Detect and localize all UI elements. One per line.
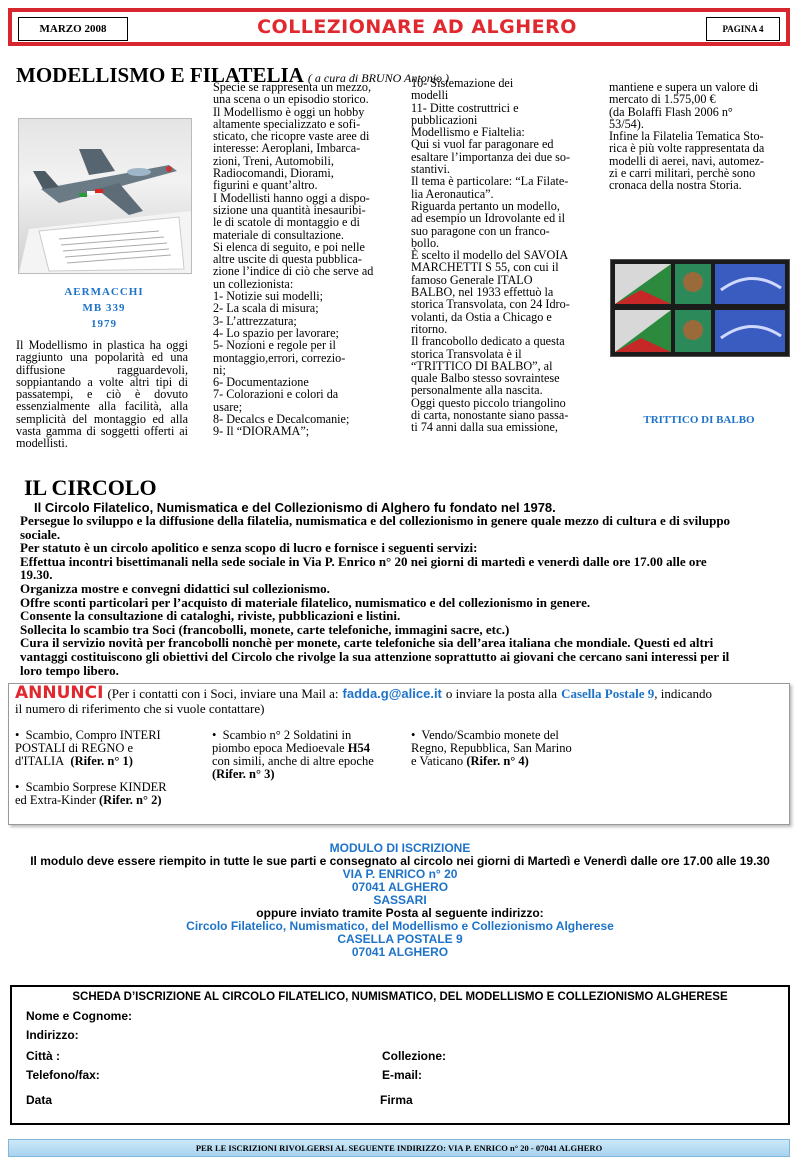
text-line: Cura il servizio novità per francobolli nonchè per monete, carte telefoniche sia dell’area italiana che mondiale. Questi ed altri <box>20 635 714 651</box>
text-line: bollo. <box>411 235 440 250</box>
city-field[interactable] <box>82 1049 372 1063</box>
city-field-label: Città : <box>26 1049 60 1063</box>
phone-field[interactable] <box>112 1068 372 1082</box>
text-line: un collezionista: <box>213 276 294 291</box>
text-line: famoso Generale ITALO <box>411 272 533 287</box>
modulo-city: 07041 ALGHERO <box>351 945 449 959</box>
item-ref: (Rifer. n° 3) <box>212 767 275 781</box>
circolo-body <box>20 514 790 677</box>
text-line: pubblicazioni <box>411 112 478 127</box>
text-line: Infine la Filatelia Tematica Sto- <box>609 129 764 144</box>
article-author: ( a cura di BRUNO Antonio ) <box>307 71 450 85</box>
issue-date: MARZO 2008 <box>18 17 128 41</box>
modulo-address: VIA P. ENRICO n° 20 <box>342 867 458 881</box>
email-field-label: E-mail: <box>382 1068 423 1082</box>
photo-caption <box>18 284 190 332</box>
text-line: una scena o un episodio storico. <box>213 92 369 107</box>
text-line: Specie se rappresenta un mezzo, <box>213 80 372 94</box>
text-line: 9- Il “DIORAMA”; <box>213 424 310 439</box>
annunci-header <box>15 683 783 716</box>
text-line: lia Aeronautica”. <box>411 186 494 201</box>
text-line: (da Bolaffi Flash 2006 n° <box>609 104 733 119</box>
article-column-3 <box>411 77 591 434</box>
page-footer: PER LE ISCRIZIONI RIVOLGERSI AL SEGUENTE INDIRIZZO: VIA P. ENRICO n° 20 - 07041 ALGHERO <box>8 1139 790 1157</box>
balbo-stamps-image <box>610 259 790 357</box>
date-field[interactable] <box>62 1093 362 1107</box>
modulo-title: MODULO DI ISCRIZIONE <box>329 841 471 855</box>
text-line: 8- Decalcs e Decalcomanie; <box>213 412 350 427</box>
annunci-intro: (Per i contatti con i Soci, inviare una Mail a: <box>107 686 339 701</box>
item-ref: (Rifer. n° 4) <box>466 754 529 768</box>
text-line: Sollecita lo scambio tra Soci (francobolli, monete, carte telefoniche, immagini sacre, etc.) <box>20 621 510 637</box>
text-line: figurini e quant’altro. <box>213 178 318 193</box>
text-line: 53/54). <box>609 116 644 131</box>
text-line: storica Transvolata è il <box>411 346 522 361</box>
text-line: altre uscite di questa pubblica- <box>213 252 362 267</box>
annuncio-item <box>15 781 210 807</box>
text-line: mercato di 1.575,00 € <box>609 92 716 107</box>
text-line: rica è più volte rappresentata da <box>609 141 765 156</box>
text-line: Organizza mostre e convegni didattici sul collezionismo. <box>20 580 330 596</box>
annuncio-item <box>212 729 407 781</box>
collection-field-label: Collezione: <box>382 1049 447 1063</box>
text-line: storica Transvolata, con 24 Idro- <box>411 297 570 312</box>
item-text: e Vaticano <box>411 754 464 768</box>
item-text: d'ITALIA <box>15 754 65 768</box>
text-line: sociale. <box>20 526 61 542</box>
text-line: volanti, da Ostia a Chicago e <box>411 309 552 324</box>
bullet: • <box>411 728 416 742</box>
text-line: zioni, Treni, Automobili, <box>213 153 334 168</box>
name-field-label: Nome e Cognome: <box>26 1009 133 1023</box>
annuncio-item <box>15 729 210 768</box>
text-line: interesse: Aeroplani, Imbarca- <box>213 141 361 156</box>
item-text: Scambio Sorprese KINDER <box>25 780 167 794</box>
text-line: quale Balbo stesso sovraintese <box>411 371 560 386</box>
name-field[interactable] <box>144 1009 764 1023</box>
item-text: piombo epoca Medioevale <box>212 741 345 755</box>
annunci-intro: o inviare la posta alla <box>445 686 558 701</box>
phone-field-label: Telefono/fax: <box>26 1068 100 1082</box>
text-line: 2- La scala di misura; <box>213 301 319 316</box>
item-text: Scambio n° 2 Soldatini in <box>222 728 352 742</box>
caption-line: MB 339 <box>82 302 126 314</box>
article-column-4 <box>609 81 789 192</box>
article-column-2 <box>213 81 393 438</box>
article-column-1 <box>16 339 188 450</box>
item-text: Scambio, Compro INTERI <box>25 728 161 742</box>
page-header <box>8 8 790 46</box>
page-number: PAGINA 4 <box>706 17 780 41</box>
text-line: zione l’indice di ciò che serve ad <box>213 264 374 279</box>
text-line: Offre sconti particolari per l’acquisto di materiale filatelico, numismatico e del collezionismo in genere. <box>20 594 591 610</box>
text-line: ad esempio un Idrovolante ed il <box>411 211 565 226</box>
text-line: 4- Lo spazio per lavorare; <box>213 325 339 340</box>
text-line: È scelto il modello del SAVOIA <box>411 248 569 263</box>
text-line: “TRITTICO DI BALBO”, al <box>411 358 553 373</box>
text-line: 11- Ditte costruttrici e <box>411 100 519 115</box>
text-line: Qui si vuol far paragonare ed <box>411 137 554 152</box>
casella-postale: Casella Postale 9 <box>561 686 655 701</box>
bullet: • <box>15 728 20 742</box>
text-line: Per statuto è un circolo apolitico e senza scopo di lucro e fornisce i seguenti servizi: <box>20 540 478 556</box>
text-line: 7- Colorazioni e colori da <box>213 387 339 402</box>
text-line: mantiene e supera un valore di <box>609 80 759 94</box>
modulo-org: Circolo Filatelico, Numismatico, del Modellismo e Collezionismo Algherese <box>186 919 614 933</box>
text-line: 3- L’attrezzatura; <box>213 313 297 328</box>
text-line: Consente la consultazione di cataloghi, riviste, pubblicazioni e listini. <box>20 608 401 624</box>
signature-field-label: Firma <box>380 1093 413 1107</box>
text-line: materiale di consultazione. <box>213 227 344 242</box>
airplane-model-icon <box>19 119 191 273</box>
annunci-intro: il numero di riferimento che si vuole contattare) <box>15 701 265 716</box>
text-line: Il tema è particolare: “La Filate- <box>411 174 569 189</box>
form-title: SCHEDA D’ISCRIZIONE AL CIRCOLO FILATELICO, NUMISMATICO, DEL MODELLISMO E COLLEZIONISMO ALGHERESE <box>72 991 728 1003</box>
text-line: Persegue lo sviluppo e la diffusione della filatelia, numismatica e del collezionismo in genere quale mezzo di cultura e di sviluppo <box>20 513 731 528</box>
aermacchi-photo <box>18 118 192 274</box>
registration-form <box>10 985 790 1125</box>
text-line: 10- Sistemazione dei <box>411 76 514 90</box>
email-field[interactable] <box>432 1068 762 1082</box>
paragraph: Il Modellismo in plastica ha oggi raggiunto una popolarità ed una diffusione ragguardevoli, soppiantando a volte altri tipi di passatempi, e ciò è dovuto essenzialmente alla facilità, alla semplicità del montaggio ed alla vasta gamma di soggetti offerti ai modellisti. <box>16 338 188 451</box>
text-line: suo paragone con un franco- <box>411 223 550 238</box>
text-line: Radiocomandi, Diorami, <box>213 166 334 181</box>
text-line: usare; <box>213 399 243 414</box>
caption-line: 1979 <box>91 318 117 330</box>
modulo-address: SASSARI <box>373 893 427 907</box>
annuncio-item <box>411 729 621 768</box>
caption-line: AERMACCHI <box>64 286 144 298</box>
text-line: le di scatole di montaggio e di <box>213 215 360 230</box>
date-field-label: Data <box>26 1093 53 1107</box>
bullet: • <box>15 780 20 794</box>
text-line: personalmente alla nascita. <box>411 383 543 398</box>
text-line: 1- Notizie sui modelli; <box>213 289 324 304</box>
text-line: zi e carri militari, perchè sono <box>609 166 756 181</box>
collection-field[interactable] <box>456 1049 756 1063</box>
item-text: Vendo/Scambio monete del <box>421 728 559 742</box>
contact-email-link[interactable]: fadda.g@alice.it <box>342 686 442 701</box>
modulo-box: CASELLA POSTALE 9 <box>337 932 463 946</box>
text-line: modelli di aerei, navi, automez- <box>609 153 764 168</box>
text-line: 5- Nozioni e regole per il <box>213 338 336 353</box>
address-field-label: Indirizzo: <box>26 1028 79 1042</box>
item-ref: (Rifer. n° 2) <box>99 793 162 807</box>
text-line: vantaggi costituiscono gli obiettivi del Circolo che rivolge la sua attenzione soprattutto ai giovani che cercano sani interessi per il <box>20 648 730 664</box>
text-line: Si elenca di seguito, e poi nelle <box>213 239 365 254</box>
text-line: Oggi questo piccolo triangolino <box>411 395 566 410</box>
text-line: Il francobollo dedicato a questa <box>411 334 565 349</box>
item-text: con simili, anche di altre epoche <box>212 754 374 768</box>
modulo-alt: oppure inviato tramite Posta al seguente indirizzo: <box>256 906 544 920</box>
address-field[interactable] <box>92 1028 764 1042</box>
item-text: POSTALI di REGNO e <box>15 741 134 755</box>
annunci-intro: , indicando <box>654 686 712 701</box>
text-line: Effettua incontri bisettimanali nella sede sociale in Via P. Enrico n° 20 nei giorni di martedì e venerdì dalle ore 17.00 alle ore <box>20 553 707 569</box>
item-text: ed Extra-Kinder <box>15 793 96 807</box>
text-line: ni; <box>213 362 226 377</box>
text-line: loro tempo libero. <box>20 662 119 678</box>
item-code: H54 <box>347 741 370 755</box>
text-line: MARCHETTI S 55, con cui il <box>411 260 559 275</box>
signature-field[interactable] <box>422 1093 762 1107</box>
text-line: di carta, nonostante siano passa- <box>411 408 569 423</box>
item-text: Regno, Repubblica, San Marino <box>411 741 572 755</box>
stamp-caption: TRITTICO DI BALBO <box>643 414 755 426</box>
text-line: sticato, che ricopre vaste aree di <box>213 129 370 144</box>
modulo-address: 07041 ALGHERO <box>351 880 449 894</box>
text-line: Modellismo e Fialtelia: <box>411 125 525 140</box>
text-line: montaggio,errori, correzio- <box>213 350 346 365</box>
annunci-box <box>8 683 790 825</box>
circolo-lead: Il Circolo Filatelico, Numismatica e del Collezionismo di Alghero fu fondato nel 1978. <box>34 500 556 515</box>
circolo-title: IL CIRCOLO <box>24 475 157 500</box>
text-line: Il Modellismo è oggi un hobby <box>213 104 365 119</box>
text-line: 6- Documentazione <box>213 375 309 390</box>
bullet: • <box>212 728 217 742</box>
text-line: I Modellisti hanno oggi a dispo- <box>213 190 370 205</box>
text-line: esaltare l’importanza dei due so- <box>411 149 571 164</box>
newsletter-title: COLLEZIONARE AD ALGHERO <box>257 16 577 38</box>
text-line: Riguarda pertanto un modello, <box>411 198 560 213</box>
item-ref: (Rifer. n° 1) <box>70 754 133 768</box>
modulo-section <box>0 842 800 959</box>
text-line: modelli <box>411 88 449 103</box>
text-line: cronaca della nostra Storia. <box>609 178 742 193</box>
article-title-text: MODELLISMO E FILATELIA <box>16 63 303 87</box>
text-line: altamente specializzato e sofi- <box>213 116 361 131</box>
stamp-triptych-icon <box>611 260 789 356</box>
annunci-title: ANNUNCI <box>15 683 104 703</box>
modulo-text: Il modulo deve essere riempito in tutte le sue parti e consegnato al circolo nei giorni di Martedì e Venerdì dalle ore 17.00 alle 19.30 <box>30 854 770 868</box>
text-line: 19.30. <box>20 567 53 583</box>
text-line: ti 74 anni dalla sua emissione, <box>411 420 558 435</box>
text-line: stantivi. <box>411 162 450 177</box>
text-line: ritorno. <box>411 321 448 336</box>
text-line: sizione una quantità inesauribi- <box>213 202 366 217</box>
text-line: BALBO, nel 1933 effettuò la <box>411 285 554 300</box>
